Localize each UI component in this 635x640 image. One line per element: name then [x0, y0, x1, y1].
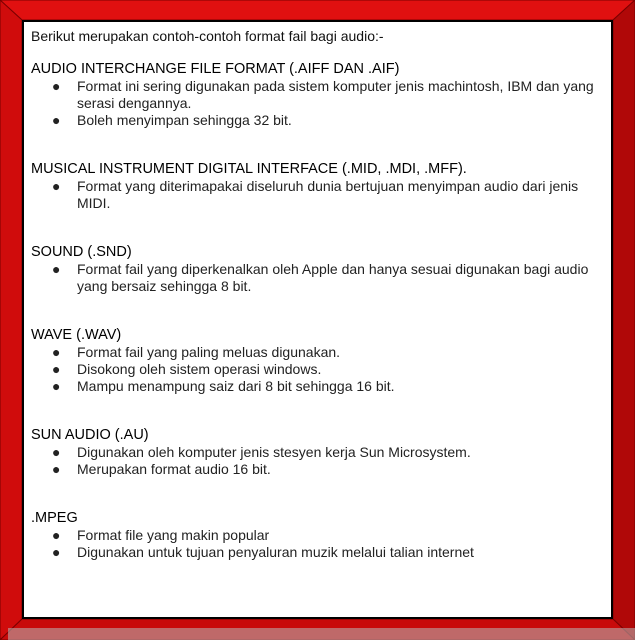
section-mpeg: [31, 510, 601, 561]
bullet-list: [31, 344, 601, 395]
section-aiff: [31, 61, 601, 129]
bullet-icon: ●: [52, 461, 61, 477]
list-item: ● Format yang diterimapakai diseluruh dunia bertujuan menyimpan audio dari jenis MIDI.: [52, 178, 579, 211]
list-item: ● Digunakan oleh komputer jenis stesyen kerja Sun Microsystem.: [52, 444, 471, 460]
section-midi: [31, 161, 601, 212]
list-item: ● Boleh menyimpan sehingga 32 bit.: [52, 112, 292, 128]
bullet-list: [31, 261, 601, 295]
list-item: ● Disokong oleh sistem operasi windows.: [52, 361, 322, 377]
bullet-list: [31, 178, 601, 212]
section-wav: [31, 327, 601, 395]
document-body: [31, 28, 601, 561]
bullet-icon: ●: [52, 361, 61, 377]
intro-text: Berikut merupakan contoh-contoh format fail bagi audio:-: [31, 28, 384, 44]
section-heading: WAVE (.WAV): [31, 327, 122, 343]
list-item: ● Mampu menampung saiz dari 8 bit sehingga 16 bit.: [52, 378, 395, 394]
section-au: [31, 427, 601, 478]
bullet-icon: ●: [52, 178, 61, 194]
section-heading: MUSICAL INSTRUMENT DIGITAL INTERFACE (.MID, .MDI, .MFF).: [31, 161, 467, 177]
bullet-list: [31, 444, 601, 478]
bullet-icon: ●: [52, 527, 61, 543]
bullet-icon: ●: [52, 444, 61, 460]
list-item: ● Format fail yang diperkenalkan oleh Apple dan hanya sesuai digunakan bagi audio yang bersaiz sehingga 8 bit.: [52, 261, 589, 294]
list-item: ● Format ini sering digunakan pada sistem komputer jenis machintosh, IBM dan yang serasi dengannya.: [52, 78, 594, 111]
section-heading: SUN AUDIO (.AU): [31, 427, 149, 443]
list-item: ● Format fail yang paling meluas digunakan.: [52, 344, 341, 360]
bullet-list: [31, 527, 601, 561]
bullet-icon: ●: [52, 78, 61, 94]
bullet-icon: ●: [52, 112, 61, 128]
section-snd: [31, 244, 601, 295]
bullet-icon: ●: [52, 261, 61, 277]
list-item: ● Merupakan format audio 16 bit.: [52, 461, 271, 477]
bullet-icon: ●: [52, 344, 61, 360]
bullet-icon: ●: [52, 378, 61, 394]
section-heading: .MPEG: [31, 510, 78, 526]
section-heading: AUDIO INTERCHANGE FILE FORMAT (.AIFF DAN .AIF): [31, 61, 400, 77]
section-heading: SOUND (.SND): [31, 244, 132, 260]
list-item: ● Digunakan untuk tujuan penyaluran muzik melalui talian internet: [52, 544, 474, 560]
bullet-icon: ●: [52, 544, 61, 560]
bullet-list: [31, 78, 601, 129]
list-item: ● Format file yang makin popular: [52, 527, 270, 543]
